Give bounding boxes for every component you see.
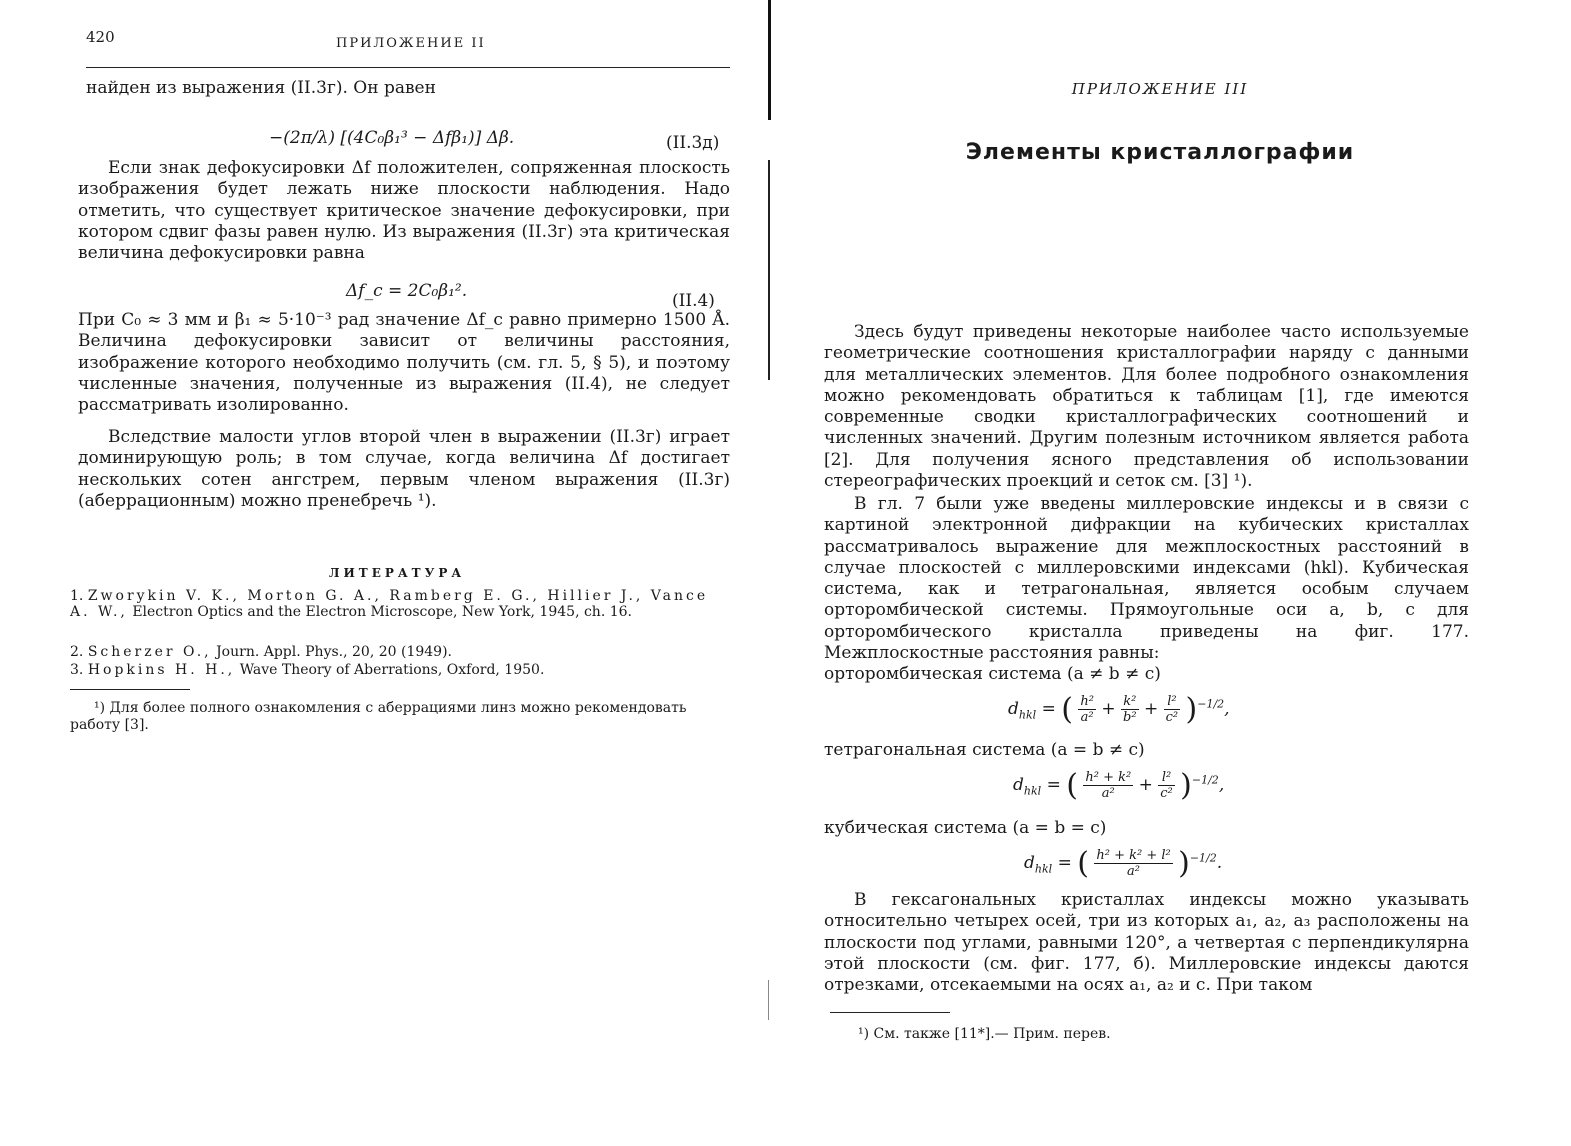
equation-tetragonal: $d_{hkl}$ = ( $\frac{\text{h² + k²}}{\text{a²}}$ + $\frac{\text{l²}}{\text{c²}}$ )$^{-1/2}$,: [1013, 768, 1225, 803]
reference-text: Wave Theory of Aberrations, Oxford, 1950.: [239, 662, 545, 678]
reference-number: 1.: [70, 588, 84, 604]
page-number: 420: [86, 28, 115, 46]
paragraph: Если знак дефокусировки Δf положителен, сопряженная плоскость изображения будет лежать ниже плоскости наблюдения. Надо отметить, что существует критическое значение дефокусировки, при котором сдвиг фазы равен нулю. Из выражения (II.3г) эта критическая величина дефокусировки равна: [78, 158, 730, 264]
paragraph: Здесь будут приведены некоторые наиболее часто используемые геометрические соотношения кристаллографии наряду с данными для металлических элементов. Для более подробного ознакомления можно рекомендовать обратиться к таблицам [1], где имеются современные сводки кристаллографических соотношений и численных значений. Другим полезным источником является работа [2]. Для получения ясного представления об использовании стереографических проекций и сеток см. [3] ¹).: [824, 322, 1469, 492]
equation-orthorhombic: $d_{hkl}$ = ( $\frac{\text{h²}}{\text{a²}}$ + $\frac{\text{k²}}{\text{b²}}$ + $\frac{\text{l²}}{\text{c²}}$ )$^{-1/2}$,: [1008, 692, 1230, 727]
reference-text: Electron Optics and the Electron Microscope, New York, 1945, ch. 16.: [132, 604, 632, 620]
system-label: тетрагональная система (a = b ≠ c): [824, 740, 1145, 760]
reference-item: [70, 588, 720, 620]
equation-number: (II.3д): [666, 133, 720, 153]
d-symbol: d: [1008, 699, 1019, 719]
paragraph: При C₀ ≈ 3 мм и β₁ ≈ 5·10⁻³ рад значение Δf_c равно примерно 1500 Å. Величина дефокусировки зависит от величины расстояния, изображение которого необходимо получить (см. гл. 5, § 5), и поэтому численные значения, полученные из выражения (II.4), не следует рассматривать изолированно.: [78, 310, 730, 416]
footnote-rule: [70, 689, 190, 690]
footnote: ¹) Для более полного ознакомления с аберрациями линз можно рекомендовать работу [3].: [70, 700, 687, 733]
reference-item: [70, 662, 720, 678]
fraction: $\frac{\text{l²}}{\text{c²}}$: [1160, 770, 1173, 801]
chapter-title: Элементы кристаллографии: [965, 140, 1355, 165]
intro-line: найден из выражения (II.3г). Он равен: [86, 78, 436, 98]
exponent: −1/2: [1197, 697, 1225, 711]
d-subscript: hkl: [1034, 862, 1053, 876]
exponent: −1/2: [1189, 851, 1217, 865]
paragraph: Вследствие малости углов второй член в выражении (II.3г) играет доминирующую роль; в том случае, когда величина Δf достигает нескольких сотен ангстрем, первым членом выражения (II.3г) (аберрационным) можно пренебречь ¹).: [78, 427, 730, 511]
appendix-label: ПРИЛОЖЕНИЕ III: [1071, 80, 1249, 98]
equation-cubic: $d_{hkl}$ = ( $\frac{\text{h² + k² + l²}}{\text{a²}}$ )$^{-1/2}$.: [1024, 846, 1223, 881]
running-title: ПРИЛОЖЕНИЕ II: [336, 36, 486, 51]
system-label: кубическая система (a = b = c): [824, 818, 1107, 838]
literature-heading: ЛИТЕРАТУРА: [328, 566, 466, 580]
d-subscript: hkl: [1018, 708, 1037, 722]
reference-number: 2.: [70, 644, 84, 660]
equation-number: (II.4): [672, 291, 715, 311]
header-rule: [86, 67, 730, 68]
system-label: орторомбическая система (a ≠ b ≠ c): [824, 664, 1161, 684]
fraction: $\frac{\text{h² + k² + l²}}{\text{a²}}$: [1096, 848, 1171, 879]
footnote-rule: [830, 1012, 950, 1013]
running-head: [86, 28, 730, 68]
reference-authors: Hopkins H. H.,: [87, 662, 236, 678]
fraction: $\frac{\text{h² + k²}}{\text{a²}}$: [1085, 770, 1132, 801]
reference-item: [70, 644, 720, 660]
reference-authors: Zworykin V. K., Morton G. A., Ramberg E. G., Hillier J., Vance A. W.,: [70, 588, 709, 620]
gutter-mark: [768, 980, 769, 1020]
fraction: $\frac{\text{k²}}{\text{b²}}$: [1123, 694, 1137, 725]
paragraph: В гл. 7 были уже введены миллеровские индексы и в связи с картиной электронной дифракции на кубических кристаллах рассматривалось выражение для межплоскостных расстояний в случае плоскостей с миллеровскими индексами (hkl). Кубическая система, как и тетрагональная, является особым случаем орторомбической системы. Прямоугольные оси a, b, c для орторомбического кристалла приведены на фиг. 177. Межплоскостные расстояния равны:: [824, 494, 1469, 664]
reference-authors: Scherzer O.,: [87, 644, 212, 660]
d-symbol: d: [1024, 853, 1035, 873]
d-subscript: hkl: [1023, 784, 1042, 798]
fraction: $\frac{\text{h²}}{\text{a²}}$: [1080, 694, 1094, 725]
d-symbol: d: [1013, 775, 1024, 795]
fraction: $\frac{\text{l²}}{\text{c²}}$: [1165, 694, 1179, 725]
footnote: ¹) См. также [11*].— Прим. перев.: [858, 1026, 1111, 1042]
gutter-mark: [768, 160, 770, 380]
formula-ii4: Δf_c = 2C₀β₁².: [346, 281, 468, 301]
exponent: −1/2: [1191, 773, 1219, 787]
reference-text: Journ. Appl. Phys., 20, 20 (1949).: [216, 644, 453, 660]
paragraph: В гексагональных кристаллах индексы можно указывать относительно четырех осей, три из которых a₁, a₂, a₃ расположены на плоскости под углами, равными 120°, а четвертая c перпендикулярна этой плоскости (см. фиг. 177, б). Миллеровские индексы даются отрезками, отсекаемыми на осях a₁, a₂ и c. При таком: [824, 890, 1469, 996]
reference-number: 3.: [70, 662, 84, 678]
gutter-mark: [768, 0, 771, 120]
formula-ii3d: −(2π/λ) [(4C₀β₁³ − Δfβ₁)] Δβ.: [269, 128, 515, 148]
